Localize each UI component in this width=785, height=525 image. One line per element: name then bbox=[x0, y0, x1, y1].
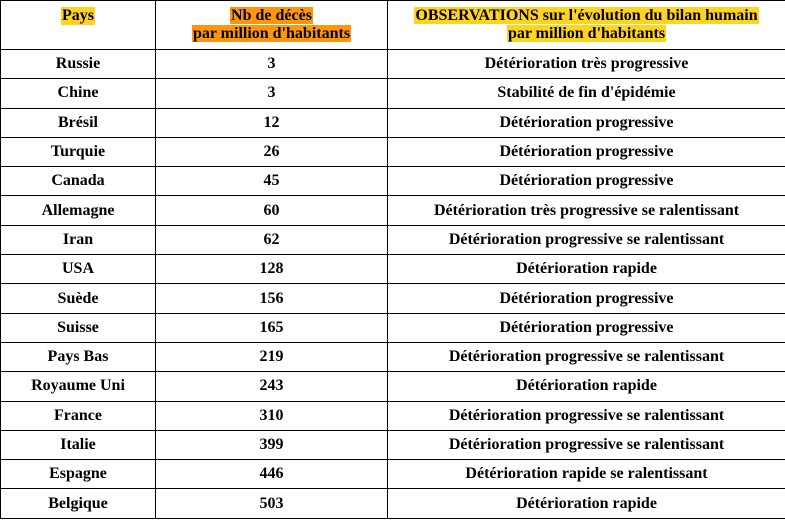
header-deaths bbox=[156, 1, 388, 50]
header-country-label: Pays bbox=[62, 7, 94, 24]
table-row bbox=[1, 284, 785, 313]
observation-cell: Détérioration progressive bbox=[388, 108, 785, 137]
table-row bbox=[1, 167, 785, 196]
deaths-cell: 26 bbox=[156, 137, 388, 166]
header-row bbox=[1, 1, 785, 50]
deaths-cell: 62 bbox=[156, 225, 388, 254]
table-row bbox=[1, 489, 785, 518]
deaths-cell: 503 bbox=[156, 489, 388, 518]
table-body bbox=[1, 50, 785, 519]
observation-cell: Détérioration rapide bbox=[388, 255, 785, 284]
table-row bbox=[1, 225, 785, 254]
header-observations bbox=[388, 1, 785, 50]
country-cell: France bbox=[1, 401, 156, 430]
observation-cell: Détérioration très progressive se ralentissant bbox=[388, 196, 785, 225]
country-cell: Allemagne bbox=[1, 196, 156, 225]
observation-cell: Détérioration progressive bbox=[388, 313, 785, 342]
country-cell: Russie bbox=[1, 50, 156, 79]
observation-cell: Détérioration rapide bbox=[388, 489, 785, 518]
observation-cell: Détérioration progressive bbox=[388, 167, 785, 196]
observation-cell: Détérioration rapide se ralentissant bbox=[388, 460, 785, 489]
deaths-cell: 165 bbox=[156, 313, 388, 342]
table-row bbox=[1, 137, 785, 166]
table-row bbox=[1, 430, 785, 459]
observation-cell: Détérioration progressive bbox=[388, 284, 785, 313]
country-cell: Royaume Uni bbox=[1, 372, 156, 401]
observation-cell: Détérioration progressive bbox=[388, 137, 785, 166]
observation-cell: Détérioration progressive se ralentissant bbox=[388, 401, 785, 430]
table-row bbox=[1, 313, 785, 342]
observation-cell: Détérioration progressive se ralentissant bbox=[388, 342, 785, 371]
country-cell: Suisse bbox=[1, 313, 156, 342]
header-country bbox=[1, 1, 156, 50]
country-cell: Italie bbox=[1, 430, 156, 459]
country-cell: Brésil bbox=[1, 108, 156, 137]
table-row bbox=[1, 342, 785, 371]
country-cell: USA bbox=[1, 255, 156, 284]
deaths-cell: 219 bbox=[156, 342, 388, 371]
country-cell: Pays Bas bbox=[1, 342, 156, 371]
deaths-cell: 3 bbox=[156, 50, 388, 79]
observation-cell: Détérioration progressive se ralentissant bbox=[388, 430, 785, 459]
deaths-cell: 243 bbox=[156, 372, 388, 401]
country-cell: Suède bbox=[1, 284, 156, 313]
deaths-cell: 3 bbox=[156, 79, 388, 108]
deaths-cell: 310 bbox=[156, 401, 388, 430]
country-cell: Iran bbox=[1, 225, 156, 254]
table-row bbox=[1, 401, 785, 430]
header-deaths-line1: Nb de décès bbox=[231, 7, 312, 24]
deaths-cell: 399 bbox=[156, 430, 388, 459]
country-cell: Chine bbox=[1, 79, 156, 108]
deaths-cell: 45 bbox=[156, 167, 388, 196]
table-row bbox=[1, 50, 785, 79]
table-row bbox=[1, 108, 785, 137]
observation-cell: Détérioration progressive se ralentissant bbox=[388, 225, 785, 254]
deaths-cell: 128 bbox=[156, 255, 388, 284]
deaths-cell: 12 bbox=[156, 108, 388, 137]
country-cell: Turquie bbox=[1, 137, 156, 166]
observation-cell: Stabilité de fin d'épidémie bbox=[388, 79, 785, 108]
observation-cell: Détérioration très progressive bbox=[388, 50, 785, 79]
country-cell: Espagne bbox=[1, 460, 156, 489]
deaths-cell: 60 bbox=[156, 196, 388, 225]
table-row bbox=[1, 196, 785, 225]
country-cell: Canada bbox=[1, 167, 156, 196]
country-cell: Belgique bbox=[1, 489, 156, 518]
deaths-cell: 446 bbox=[156, 460, 388, 489]
observation-cell: Détérioration rapide bbox=[388, 372, 785, 401]
table-row bbox=[1, 460, 785, 489]
table-row bbox=[1, 79, 785, 108]
deaths-cell: 156 bbox=[156, 284, 388, 313]
header-deaths-line2: par million d'habitants bbox=[192, 25, 351, 42]
header-observations-line2: par million d'habitants bbox=[507, 25, 666, 42]
header-observations-line1: OBSERVATIONS sur l'évolution du bilan humain bbox=[415, 7, 758, 24]
table-row bbox=[1, 372, 785, 401]
table-row bbox=[1, 255, 785, 284]
